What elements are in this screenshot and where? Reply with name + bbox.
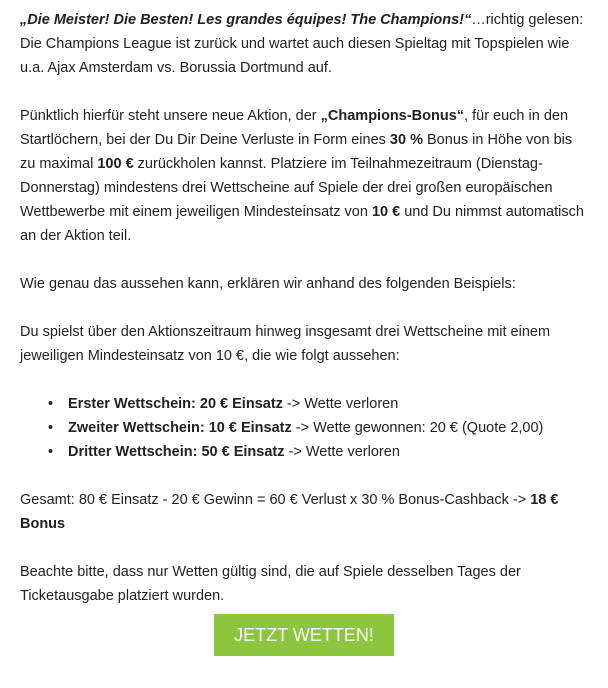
promo-name: „Champions-Bonus“ (320, 108, 465, 124)
bet-result: -> Wette gewonnen: 20 € (Quote 2,00) (291, 420, 544, 436)
promo-text-5: und Du nimmst automatisch an der Aktion teil. (20, 204, 584, 244)
bet-now-button[interactable]: JETZT WETTEN! (214, 614, 394, 656)
promo-text-2: , für euch in den Startlöchern, bei der Du Dir Deine Verluste in Form eines (20, 108, 569, 148)
intro-text: …richtig gelesen: Die Champions League ist zurück und wartet auch diesen Spieltag mit Topspielen wie u.a. Ajax Amsterdam vs. Borussia Dortmund auf. (20, 12, 584, 76)
example-intro: Wie genau das aussehen kann, erklären wir anhand des folgenden Beispiels: (20, 276, 516, 292)
list-item (68, 440, 588, 464)
total-paragraph (20, 488, 588, 536)
example-text: Du spielst über den Aktionszeitraum hinweg insgesamt drei Wettscheine mit einem jeweiligen Mindesteinsatz von 10 €, die wie folgt aussehen: (20, 324, 551, 364)
cta-container (20, 614, 588, 656)
bet-result: -> Wette verloren (282, 396, 399, 412)
intro-quote: „Die Meister! Die Besten! Les grandes équipes! The Champions!“ (20, 12, 472, 28)
promo-text-1: Pünktlich hierfür steht unsere neue Aktion, der (20, 108, 321, 124)
bet-label: Dritter Wettschein: 50 € Einsatz (68, 444, 285, 460)
total-text: Gesamt: 80 € Einsatz - 20 € Gewinn = 60 € Verlust x 30 % Bonus-Cashback -> (20, 492, 531, 508)
promo-paragraph (20, 104, 588, 248)
list-item (68, 416, 588, 440)
bet-label: Erster Wettschein: 20 € Einsatz (68, 396, 283, 412)
promo-text-4: zurückholen kannst. Platziere im Teilnahmezeitraum (Dienstag-Donnerstag) mindestens drei Wettscheine auf Spiele der drei großen europäischen Wettbewerbe mit einem jeweiligen Mindesteinsatz von (20, 156, 553, 220)
bet-label: Zweiter Wettschein: 10 € Einsatz (68, 420, 292, 436)
bet-list (20, 392, 588, 464)
bet-result: -> Wette verloren (284, 444, 400, 460)
total-bonus: 18 € Bonus (20, 492, 559, 532)
list-item (68, 392, 588, 416)
promo-min-stake: 10 € (371, 204, 401, 220)
promo-max-amount: 100 € (97, 156, 134, 172)
promo-percent: 30 % (389, 132, 423, 148)
intro-paragraph (20, 8, 588, 80)
promo-text-3: Bonus in Höhe von bis zu maximal (20, 132, 573, 172)
note-paragraph: Beachte bitte, dass nur Wetten gültig sind, die auf Spiele desselben Tages der Ticketausgabe platziert wurden. (20, 564, 521, 604)
